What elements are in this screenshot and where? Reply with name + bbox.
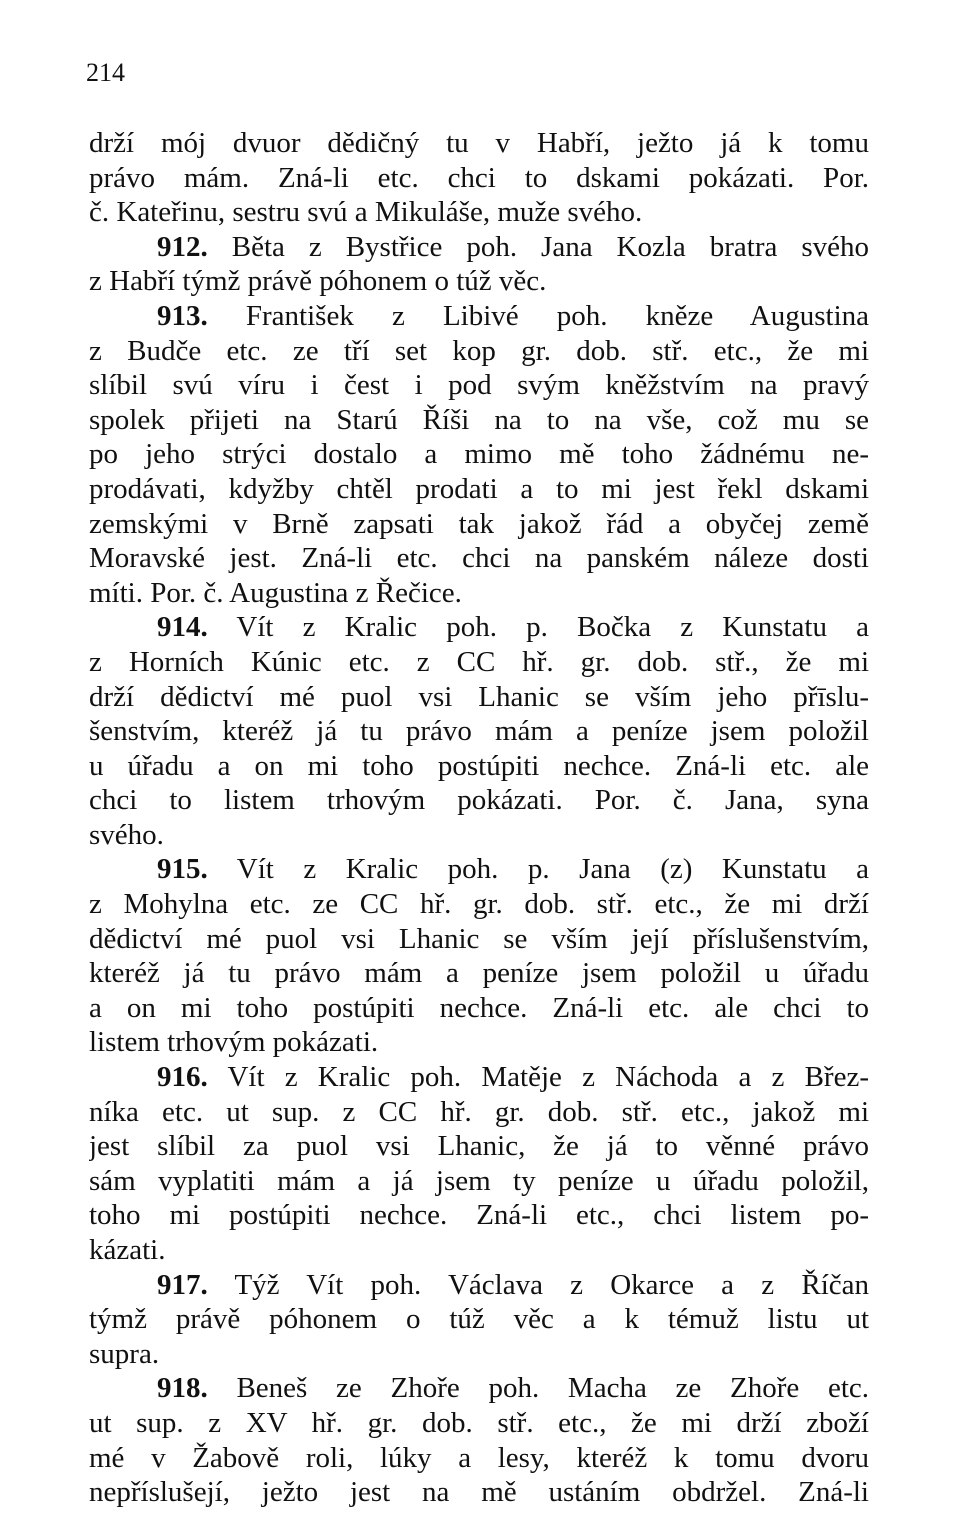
text-line bbox=[89, 126, 869, 161]
entry-number: 915. bbox=[157, 853, 208, 886]
text-line bbox=[89, 472, 869, 507]
line-text: z Horních Kúnic etc. z CC hř. gr. dob. stř., že mi bbox=[89, 645, 869, 678]
text-line bbox=[89, 1198, 869, 1233]
text-line bbox=[89, 714, 869, 749]
text-line bbox=[89, 299, 869, 334]
line-text: spolek přijeti na Starú Říši na to na vše, což mu se bbox=[89, 403, 869, 436]
text-line bbox=[89, 1302, 869, 1337]
line-text: u úřadu a on mi toho postúpiti nechce. Zná-li etc. ale bbox=[89, 749, 869, 782]
text-line bbox=[89, 541, 869, 576]
text-line bbox=[89, 1025, 869, 1060]
line-text: níka etc. ut sup. z CC hř. gr. dob. stř. etc., jakož mi bbox=[89, 1095, 869, 1128]
line-text: právo mám. Zná-li etc. chci to dskami pokázati. Por. bbox=[89, 161, 869, 194]
line-text: slíbil svú víru i čest i pod svým kněžstvím na pravý bbox=[89, 369, 869, 402]
line-text: jest slíbil za puol vsi Lhanic, že já to věnné právo bbox=[89, 1130, 869, 1163]
text-line bbox=[89, 1406, 869, 1441]
text-line bbox=[89, 1129, 869, 1164]
line-text: šenstvím, kteréž já tu právo mám a peníze jsem položil bbox=[89, 715, 869, 748]
line-text: míti. Por. č. Augustina z Řečice. bbox=[89, 576, 462, 609]
text-line bbox=[89, 1233, 869, 1268]
line-text: z Mohylna etc. ze CC hř. gr. dob. stř. etc., že mi drží bbox=[89, 888, 869, 921]
line-text: Týž Vít poh. Václava z Okarce a z Říčan bbox=[234, 1268, 869, 1301]
text-line bbox=[89, 1441, 869, 1476]
text-line bbox=[89, 887, 869, 922]
line-text: svého. bbox=[89, 818, 164, 851]
text-line bbox=[89, 1060, 869, 1095]
text-line bbox=[89, 507, 869, 542]
text-line bbox=[89, 264, 869, 299]
line-text: z Habří týmž právě póhonem o túž věc. bbox=[89, 265, 547, 298]
line-text: kázati. bbox=[89, 1234, 166, 1266]
line-text: kteréž já tu právo mám a peníze jsem položil u úřadu bbox=[89, 957, 869, 990]
entry-number: 912. bbox=[157, 230, 208, 263]
line-text: toho mi postúpiti nechce. Zná-li etc., chci listem po- bbox=[89, 1199, 869, 1232]
text-line bbox=[89, 368, 869, 403]
text-line bbox=[89, 680, 869, 715]
line-text: dědictví mé puol vsi Lhanic se vším její příslušenstvím, bbox=[89, 922, 869, 955]
text-line bbox=[89, 991, 869, 1026]
line-text: nepříslušejí, ježto jest na mě ustáním obdržel. Zná-li bbox=[89, 1476, 869, 1509]
entry-number: 917. bbox=[157, 1268, 208, 1301]
text-line bbox=[89, 334, 869, 369]
line-text: Beneš ze Zhoře poh. Macha ze Zhoře etc. bbox=[236, 1372, 869, 1405]
text-line bbox=[89, 956, 869, 991]
line-text: Moravské jest. Zná-li etc. chci na panském náleze dosti bbox=[89, 542, 869, 575]
text-line bbox=[89, 1095, 869, 1130]
text-line bbox=[89, 1371, 869, 1406]
line-text: Běta z Bystřice poh. Jana Kozla bratra svého bbox=[231, 230, 869, 263]
text-line bbox=[89, 749, 869, 784]
line-text: Vít z Kralic poh. p. Bočka z Kunstatu a bbox=[236, 611, 869, 644]
line-text: po jeho strýci dostalo a mimo mě toho žádnému ne- bbox=[89, 438, 869, 471]
text-line bbox=[89, 195, 869, 230]
line-text: týmž právě póhonem o túž věc a k témuž listu ut bbox=[89, 1303, 869, 1336]
line-text: z Budče etc. ze tří set kop gr. dob. stř. etc., že mi bbox=[89, 334, 869, 367]
line-text: drží mój dvuor dědičný tu v Habří, ježto já k tomu bbox=[89, 127, 869, 159]
line-text: supra. bbox=[89, 1337, 160, 1370]
text-line bbox=[89, 1268, 869, 1303]
line-text: zemskými v Brně zapsati tak jakož řád a obyčej země bbox=[89, 507, 869, 540]
line-text: ut sup. z XV hř. gr. dob. stř. etc., že mi drží zboží bbox=[89, 1406, 869, 1439]
entry-number: 913. bbox=[157, 299, 208, 332]
line-text: sám vyplatiti mám a já jsem ty peníze u úřadu položil, bbox=[89, 1164, 869, 1197]
line-text: drží dědictví mé puol vsi Lhanic se vším jeho přīslu- bbox=[89, 680, 869, 713]
line-text: František z Libivé poh. kněze Augustina bbox=[245, 299, 869, 332]
entry-number: 914. bbox=[157, 611, 208, 644]
line-text: mé v Žabově roli, lúky a lesy, kteréž k tomu dvoru bbox=[89, 1441, 869, 1474]
line-text: prodávati, kdyžby chtěl prodati a to mi jest řekl dskami bbox=[89, 472, 869, 505]
text-line bbox=[89, 818, 869, 853]
text-line bbox=[89, 1475, 869, 1510]
line-text: Vít z Kralic poh. p. Jana (z) Kunstatu a bbox=[236, 853, 869, 886]
text-line bbox=[89, 1337, 869, 1372]
text-line bbox=[89, 1164, 869, 1199]
text-line bbox=[89, 230, 869, 265]
line-text: č. Kateřinu, sestru svú a Mikuláše, muže svého. bbox=[89, 196, 643, 229]
text-line bbox=[89, 645, 869, 680]
line-text: Vít z Kralic poh. Matěje z Náchoda a z Břez- bbox=[227, 1061, 869, 1094]
entry-number: 916. bbox=[157, 1061, 208, 1094]
text-line bbox=[89, 576, 869, 611]
text-line bbox=[89, 922, 869, 957]
line-text: listem trhovým pokázati. bbox=[89, 1026, 379, 1059]
page-number: 214 bbox=[86, 58, 125, 87]
line-text: a on mi toho postúpiti nechce. Zná-li etc. ale chci to bbox=[89, 991, 869, 1024]
text-block bbox=[89, 126, 869, 1510]
text-line bbox=[89, 610, 869, 645]
entry-number: 918. bbox=[157, 1372, 208, 1405]
line-text: chci to listem trhovým pokázati. Por. č. Jana, syna bbox=[89, 784, 869, 817]
text-line bbox=[89, 437, 869, 472]
text-line bbox=[89, 783, 869, 818]
text-line bbox=[89, 852, 869, 887]
text-line bbox=[89, 403, 869, 438]
text-line bbox=[89, 161, 869, 196]
